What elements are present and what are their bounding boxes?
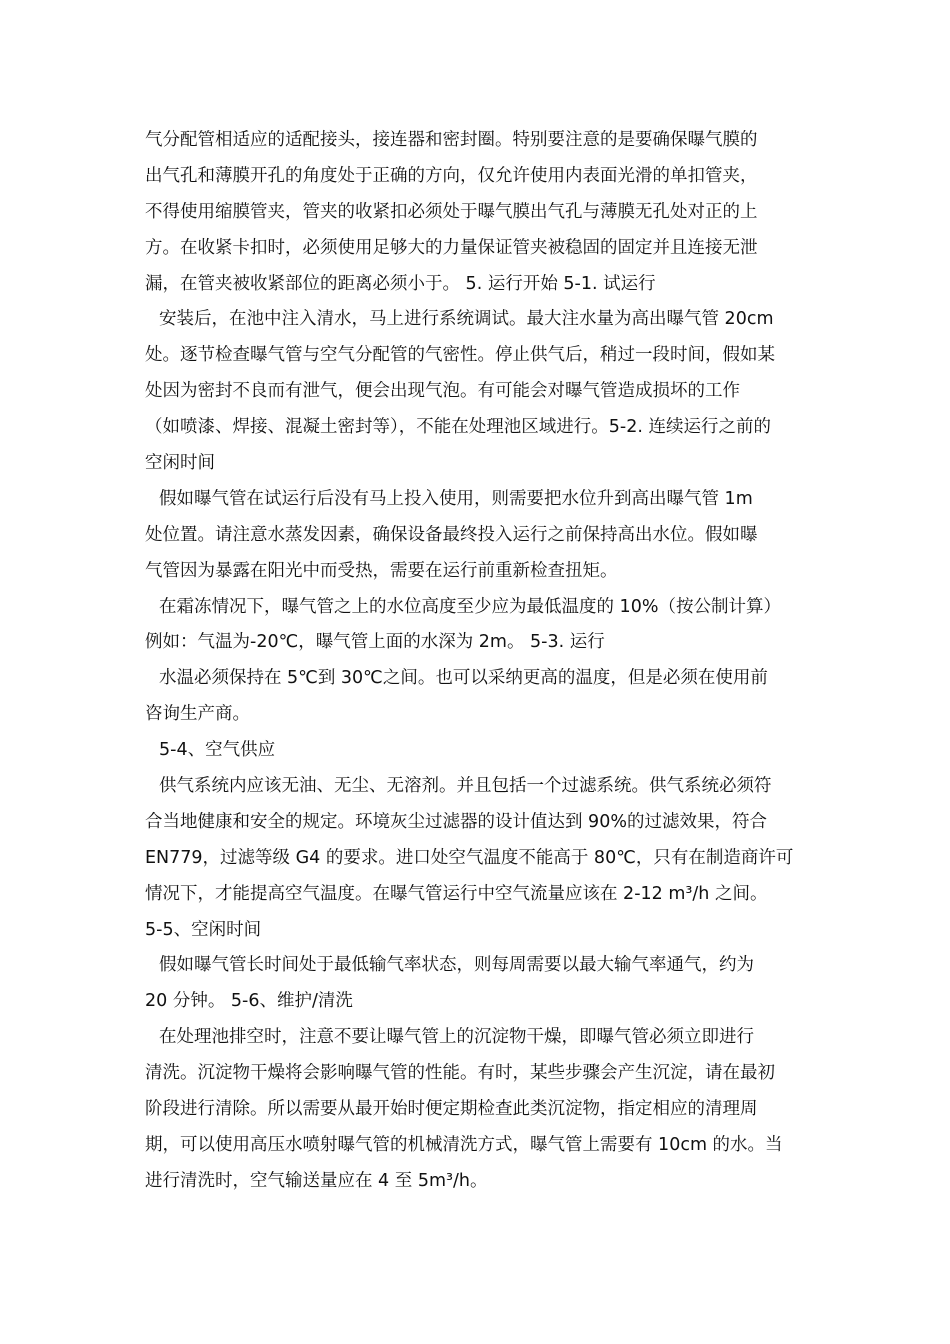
text-line: 方。在收紧卡扣时，必须使用足够大的力量保证管夹被稳固的固定并且连接无泄 — [145, 237, 758, 258]
text-line: 情况下，才能提高空气温度。在曝气管运行中空气流量应该在 2-12 m³/h 之间。 — [145, 883, 768, 904]
text-line: 处因为密封不良而有泄气，便会出现气泡。有可能会对曝气管造成损坏的工作 — [145, 381, 740, 402]
text-line: 不得使用缩膜管夹，管夹的收紧扣必须处于曝气膜出气孔与薄膜无孔处对正的上 — [145, 201, 758, 222]
text-line: 进行清洗时，空气输送量应在 4 至 5m³/h。 — [145, 1170, 488, 1191]
text-line: 空闲时间 — [145, 453, 215, 474]
text-line: 在霜冻情况下，曝气管之上的水位高度至少应为最低温度的 10%（按公制计算） — [159, 596, 781, 617]
text-line: 水温必须保持在 5℃到 30℃之间。也可以采纳更高的温度，但是必须在使用前 — [159, 668, 768, 689]
text-line: 例如：气温为-20℃，曝气管上面的水深为 2m。 5-3. 运行 — [145, 632, 605, 653]
text-line: （如喷漆、焊接、混凝土密封等），不能在处理池区域进行。5-2. 连续运行之前的 — [145, 417, 771, 438]
document-body — [145, 123, 810, 1200]
text-line: 气管因为暴露在阳光中而受热，需要在运行前重新检查扭矩。 — [145, 560, 618, 581]
text-line: 处。逐节检查曝气管与空气分配管的气密性。停止供气后，稍过一段时间，假如某 — [145, 345, 775, 366]
text-line: 期，可以使用高压水喷射曝气管的机械清洗方式，曝气管上需要有 10cm 的水。当 — [145, 1134, 783, 1155]
text-line: 清洗。沉淀物干燥将会影响曝气管的性能。有时，某些步骤会产生沉淀，请在最初 — [145, 1063, 775, 1084]
text-line: EN779，过滤等级 G4 的要求。进口处空气温度不能高于 80℃，只有在制造商许可 — [145, 847, 794, 868]
text-line: 供气系统内应该无油、无尘、无溶剂。并且包括一个过滤系统。供气系统必须符 — [159, 776, 772, 797]
text-line: 漏，在管夹被收紧部位的距离必须小于。 5. 运行开始 5-1. 试运行 — [145, 273, 656, 294]
text-line: 在处理池排空时，注意不要让曝气管上的沉淀物干燥，即曝气管必须立即进行 — [159, 1027, 754, 1048]
text-line: 假如曝气管在试运行后没有马上投入使用，则需要把水位升到高出曝气管 1m — [159, 488, 753, 509]
text-line: 安装后，在池中注入清水，马上进行系统调试。最大注水量为高出曝气管 20cm — [159, 309, 774, 330]
text-line: 处位置。请注意水蒸发因素，确保设备最终投入运行之前保持高出水位。假如曝 — [145, 524, 758, 545]
text-line: 出气孔和薄膜开孔的角度处于正确的方向，仅允许使用内表面光滑的单扣管夹， — [145, 165, 758, 186]
section-heading: 5-5、空闲时间 — [145, 919, 262, 940]
section-heading: 5-4、空气供应 — [159, 740, 276, 761]
text-line: 合当地健康和安全的规定。环境灰尘过滤器的设计值达到 90%的过滤效果，符合 — [145, 811, 767, 832]
text-line: 阶段进行清除。所以需要从最开始时便定期检查此类沉淀物，指定相应的清理周 — [145, 1099, 758, 1120]
text-line: 咨询生产商。 — [145, 704, 250, 725]
text-line: 假如曝气管长时间处于最低输气率状态，则每周需要以最大输气率通气，约为 — [159, 955, 754, 976]
text-line: 20 分钟。 5-6、维护/清洗 — [145, 991, 353, 1012]
text-line: 气分配管相适应的适配接头，接连器和密封圈。特别要注意的是要确保曝气膜的 — [145, 130, 758, 150]
